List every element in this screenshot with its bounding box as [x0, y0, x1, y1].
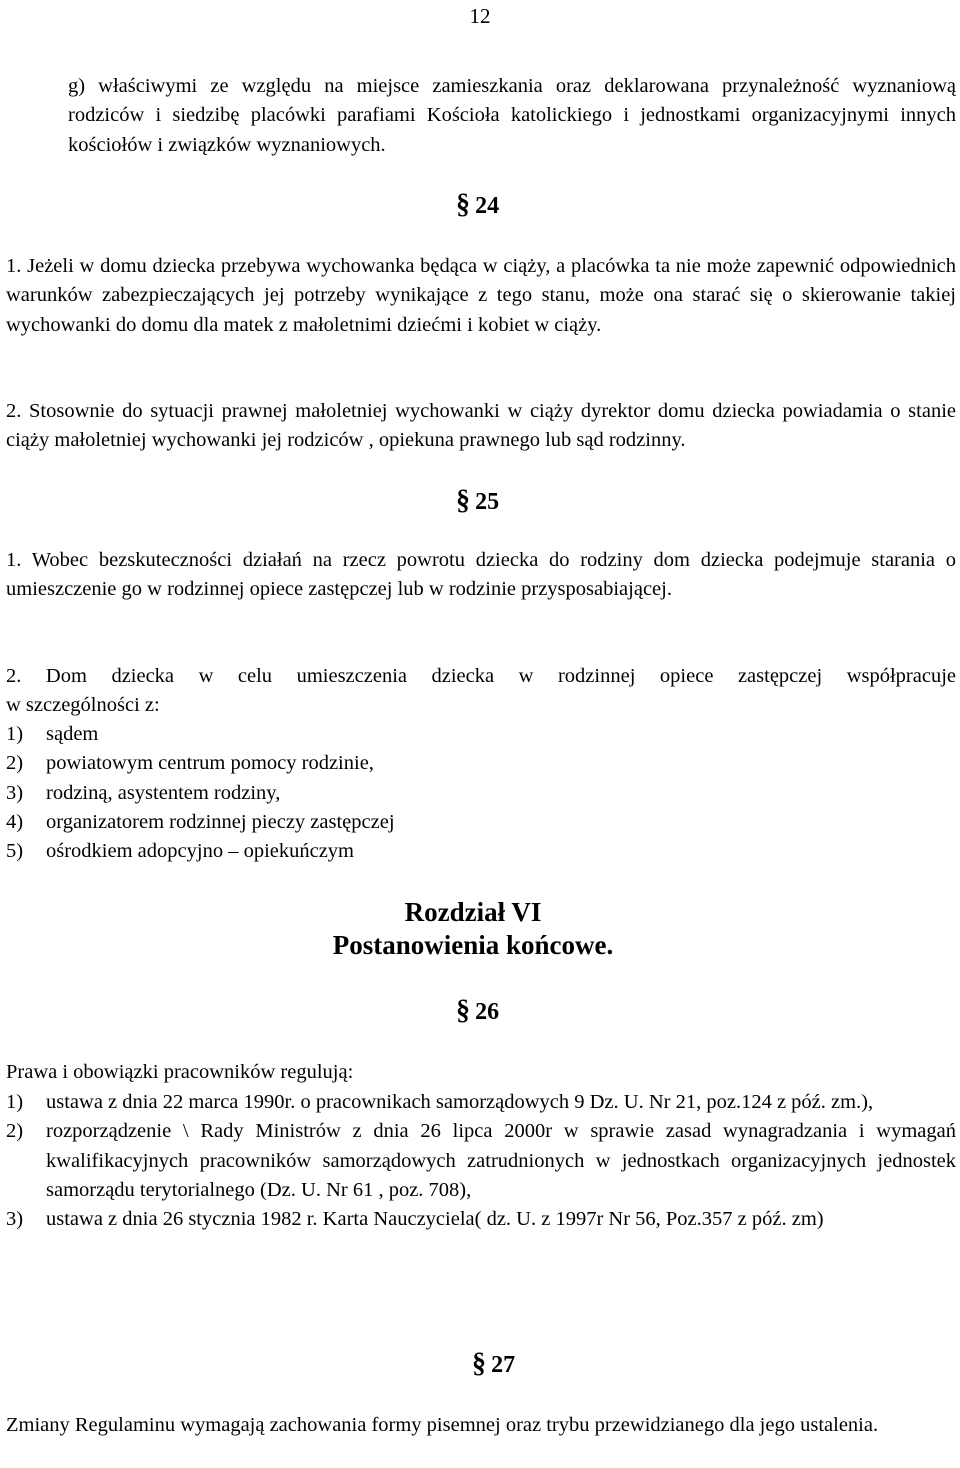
section-26-list — [6, 1088, 956, 1234]
chapter-title: Rozdział VI — [404, 897, 542, 927]
item-g-paragraph: g) właściwymi ze względu na miejsce zamieszkania oraz deklarowana przynależność wyznaniową rodziców i siedzibę placówki parafiami Kościoła katolickiego i jednostkami organizacyjnymi innych kościołów i związków wyznaniowych. — [68, 75, 956, 156]
section-25-point-2-line-1: 2. Dom dziecka w celu umieszczenia dziecka w rodzinnej opiece zastępczej współpracuje — [6, 665, 956, 687]
list-item: 3) rodziną, asystentem rodziny, — [6, 781, 281, 804]
section-25-heading — [456, 486, 499, 518]
section-sign: § — [456, 189, 470, 220]
section-26-intro: Prawa i obowiązki pracowników regulują: — [6, 1061, 354, 1083]
section-sign: § — [472, 1348, 486, 1379]
section-26-heading — [456, 996, 499, 1028]
section-25-list — [6, 720, 956, 866]
list-item: 2) rozporządzenie \ Rady Ministrów z dnia 26 lipca 2000r w sprawie zasad wynagradzania i wymagań kwalifikacyjnych pracowników samorządowych zatrudnionych w jednostkach organizacyjnych jednostek samorządu terytorialnego (Dz. U. Nr 61 , poz. 708), — [6, 1120, 956, 1201]
list-item: 4) organizatorem rodzinnej pieczy zastępczej — [6, 810, 395, 833]
section-24-point-1: 1. Jeżeli w domu dziecka przebywa wychowanka będąca w ciąży, a placówka ta nie może zapewnić odpowiednich warunków zabezpieczających jej potrzeby wynikające z tego stanu, może ona starać się o skierowanie takiej wychowanki do domu dla matek z małoletnimi dziećmi i kobiet w ciąży. — [6, 255, 956, 336]
section-24-point-2: 2. Stosownie do sytuacji prawnej małoletniej wychowanki w ciąży dyrektor domu dziecka powiadamia o stanie ciąży małoletniej wychowanki jej rodziców , opiekuna prawnego lub sąd rodzinny. — [6, 400, 956, 452]
section-number: 27 — [491, 1352, 516, 1378]
list-item: 1) sądem — [6, 723, 99, 745]
section-number: 26 — [475, 999, 500, 1025]
section-sign: § — [456, 485, 470, 516]
section-25-point-2-line-2: w szczególności z: — [6, 694, 160, 716]
list-item: 3) ustawa z dnia 26 stycznia 1982 r. Karta Nauczyciela( dz. U. z 1997r Nr 56, Poz.357 z póź. zm) — [6, 1208, 824, 1231]
chapter-subtitle: Postanowienia końcowe. — [332, 930, 614, 960]
list-item: 1) ustawa z dnia 22 marca 1990r. o pracownikach samorządowych 9 Dz. U. Nr 21, poz.124 z póź. zm.), — [6, 1091, 874, 1113]
section-number: 25 — [475, 489, 500, 515]
section-number: 24 — [475, 193, 500, 219]
section-27-paragraph: Zmiany Regulaminu wymagają zachowania formy pisemnej oraz trybu przewidzianego dla jego ustalenia. — [6, 1414, 879, 1436]
section-sign: § — [456, 995, 470, 1026]
section-25-point-1: 1. Wobec bezskuteczności działań na rzecz powrotu dziecka do rodziny dom dziecka podejmuje starania o umieszczenie go w rodzinnej opiece zastępczej lub w rodzinie przysposabiającej. — [6, 549, 956, 601]
list-item: 2) powiatowym centrum pomocy rodzinie, — [6, 752, 374, 775]
section-24-heading — [456, 190, 499, 222]
page-number: 12 — [469, 4, 491, 28]
list-item: 5) ośrodkiem adopcyjno – opiekuńczym — [6, 840, 355, 863]
section-27-heading — [472, 1349, 515, 1381]
